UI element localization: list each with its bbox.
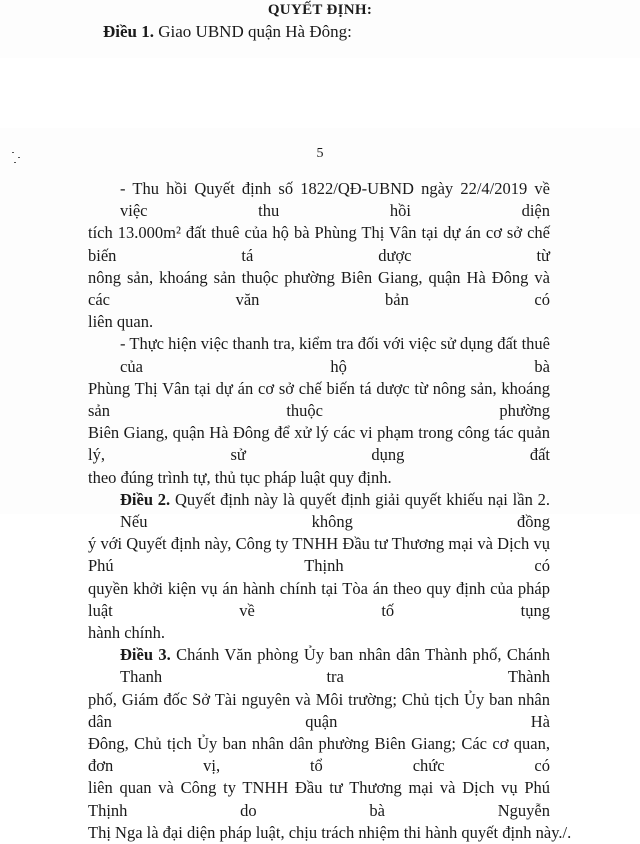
line-text: theo đúng trình tự, thủ tục pháp luật quy định. [88,467,392,487]
article-label: Điều 3. [120,645,171,665]
line-text: - Thực hiện việc thanh tra, kiểm tra đối với việc sử dụng đất thuê của hộ bà [120,334,550,376]
text-line [88,178,550,222]
line-text: phố, Giám đốc Sở Tài nguyên và Môi trường; Chủ tịch Ủy ban nhân dân quận Hà [88,689,550,731]
decision-heading: QUYẾT ĐỊNH: [267,2,373,18]
line-text: quyền khởi kiện vụ án hành chính tại Tòa án theo quy định của pháp luật về tố tụng [88,578,550,620]
text-line [88,689,550,733]
text-line [88,622,550,644]
text-line [88,777,550,821]
line-text: Đông, Chủ tịch Ủy ban nhân dân phường Biên Giang; Các cơ quan, đơn vị, tổ chức có [88,734,550,776]
text-line [88,378,550,422]
line-text: Phùng Thị Vân tại dự án cơ sở chế biến tá dược từ nông sản, khoáng sản thuộc phường [88,378,550,421]
text-line [88,533,550,577]
line-text: Thị Nga là đại diện pháp luật, chịu trách nhiệm thi hành quyết định này./. [88,822,572,842]
line-text: Chánh Văn phòng Ủy ban nhân dân Thành phố, Chánh Thanh tra Thành [120,645,551,687]
text-line [88,333,550,377]
text-line [88,467,550,489]
page-break-gap [0,58,640,128]
text-line [88,822,572,844]
line-text: Quyết định này là quyết định giải quyết khiếu nại lần 2. Nếu không đồng [120,489,550,532]
text-line [88,644,550,688]
line-text: Biên Giang, quận Hà Đông để xử lý các vi phạm trong công tác quản lý, sử dụng đất [88,423,550,465]
text-line [88,267,550,311]
text-line [88,489,550,533]
document-body [88,178,572,844]
line-text: - Thu hồi Quyết định số 1822/QĐ-UBND ngày 22/4/2019 về việc thu hồi diện [120,179,550,221]
text-line [88,222,550,266]
article-1 [103,22,352,42]
article-1-label: Điều 1. [103,22,154,41]
line-text: liên quan và Công ty TNHH Đầu tư Thương mại và Dịch vụ Phú Thịnh do bà Nguyễn [88,778,550,820]
line-text: tích 13.000m² đất thuê của hộ bà Phùng Thị Vân tại dự án cơ sở chế biến tá dược từ [88,223,550,265]
page-number: 5 [316,146,324,161]
text-line [88,578,550,622]
text-line [88,422,550,466]
text-line [88,311,550,333]
line-text: nông sản, khoáng sản thuộc phường Biên Giang, quận Hà Đông và các văn bản có [88,267,550,310]
line-text: hành chính. [88,623,165,643]
article-1-text: Giao UBND quận Hà Đông: [158,22,352,41]
line-text: ý với Quyết định này, Công ty TNHH Đầu tư Thương mại và Dịch vụ Phú Thịnh có [88,534,550,576]
line-text: liên quan. [88,312,154,332]
text-line [88,733,550,777]
article-label: Điều 2. [120,489,171,509]
